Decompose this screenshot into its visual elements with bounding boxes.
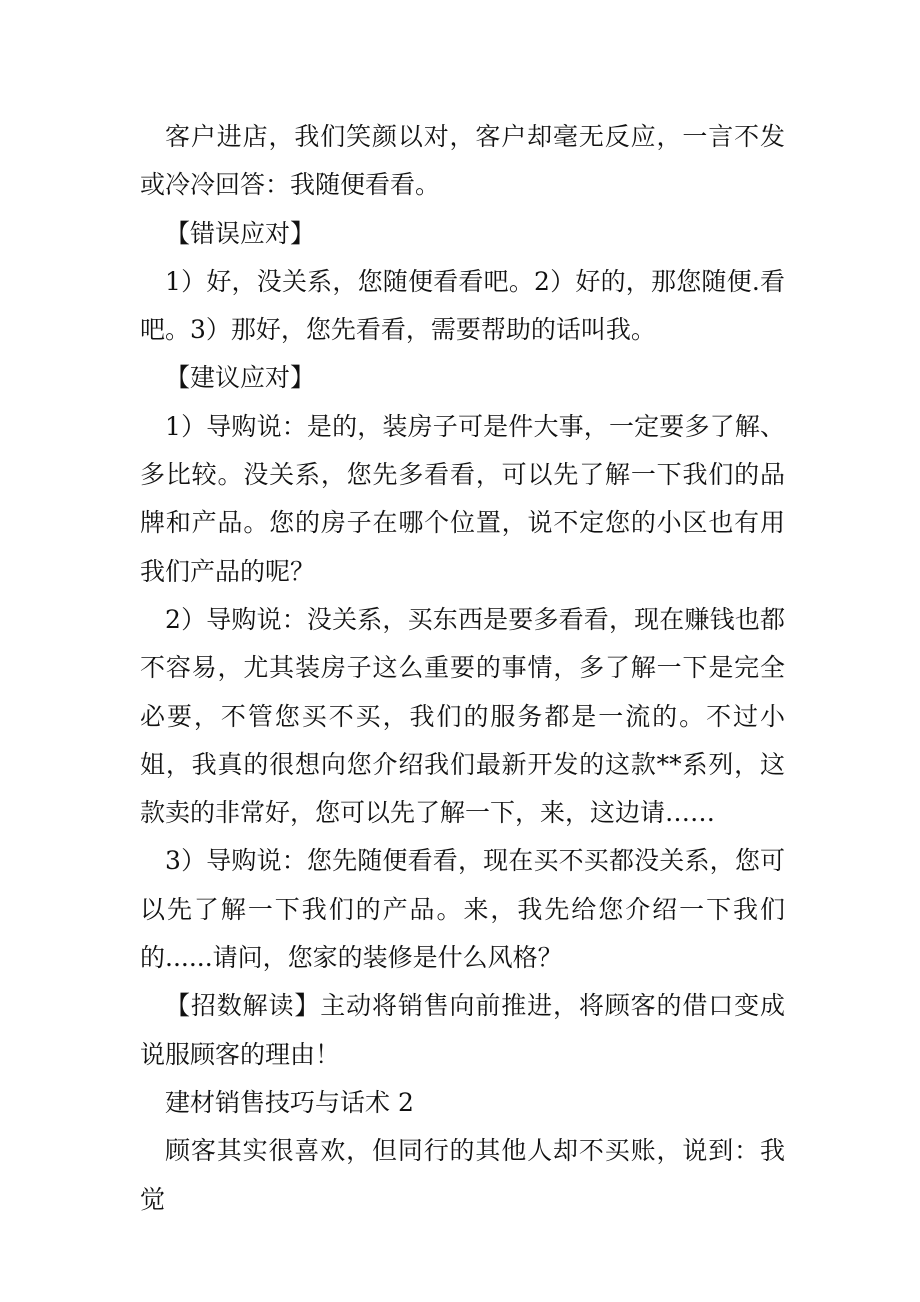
section-title: 建材销售技巧与话术 2 bbox=[165, 1087, 414, 1117]
heading-wrong-response: 【错误应对】 bbox=[165, 218, 316, 248]
paragraph-suggestion-1: 1）导购说：是的，装房子可是件大事，一定要多了解、多比较。没关系，您先多看看，可以先了解一下我们的品牌和产品。您的房子在哪个位置，说不定您的小区也有用我们产品的呢？ bbox=[140, 411, 785, 586]
paragraph-section-2-intro: 顾客其实很喜欢，但同行的其他人却不买账，说到：我觉 bbox=[140, 1136, 785, 1214]
heading-suggested-response: 【建议应对】 bbox=[165, 363, 316, 393]
paragraph-wrong-responses: 1）好，没关系，您随便看看吧。2）好的，那您随便.看吧。3）那好，您先看看，需要帮助的话叫我。 bbox=[140, 266, 785, 345]
paragraph-suggestion-2: 2）导购说：没关系，买东西是要多看看，现在赚钱也都不容易，尤其装房子这么重要的事情，多了解一下是完全必要，不管您买不买，我们的服务都是一流的。不过小姐，我真的很想向您介绍我们最新开发的这款**系列，这款卖的非常好，您可以先了解一下，来，这边请…… bbox=[140, 604, 785, 828]
document-body bbox=[140, 113, 785, 1224]
paragraph-tip: 【招数解读】主动将销售向前推进，将顾客的借口变成说服顾客的理由！ bbox=[140, 991, 785, 1069]
paragraph-suggestion-3: 3）导购说：您先随便看看，现在买不买都没关系，您可以先了解一下我们的产品。来，我先给您介绍一下我们的......请问，您家的装修是什么风格？ bbox=[140, 846, 785, 973]
paragraph-intro: 客户进店，我们笑颜以对，客户却毫无反应，一言不发或冷冷回答：我随便看看。 bbox=[140, 122, 785, 200]
